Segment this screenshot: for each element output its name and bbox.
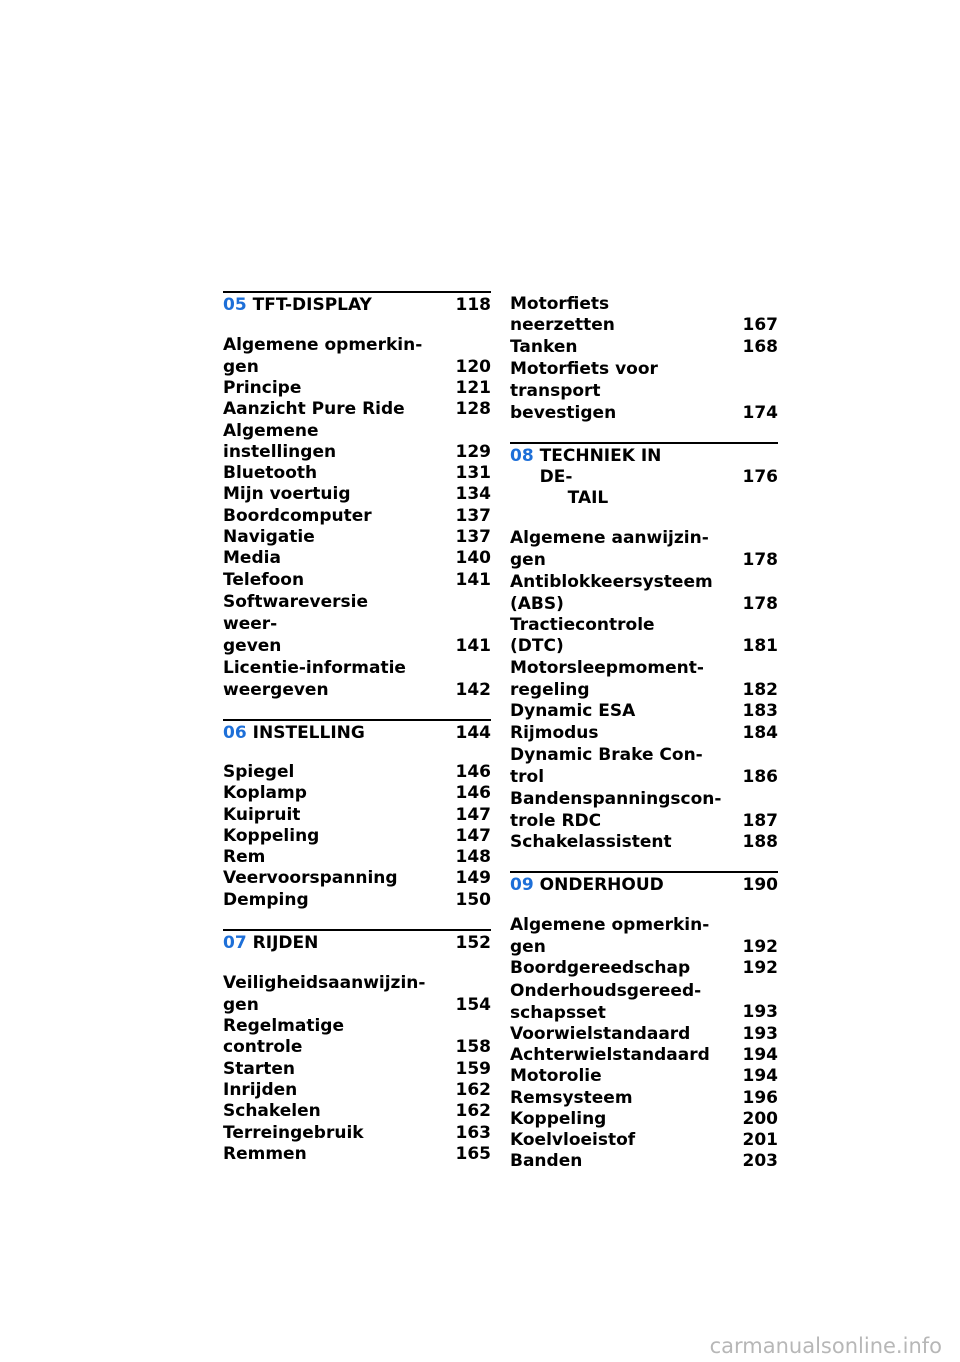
toc-entry-page: 181 xyxy=(742,636,778,657)
toc-entry-label: Tanken xyxy=(510,336,578,357)
toc-entry[interactable] xyxy=(510,914,778,958)
toc-entry-label: Koppeling xyxy=(223,825,320,846)
toc-entry-label: Motorfiets neerzetten xyxy=(510,294,615,336)
toc-entry-label: Media xyxy=(223,548,281,569)
toc-entry-label: Mijn voertuig xyxy=(223,484,351,505)
toc-entry[interactable] xyxy=(223,463,491,484)
toc-entry-page: 178 xyxy=(742,549,778,570)
toc-entry[interactable] xyxy=(223,591,491,657)
toc-entry-page: 128 xyxy=(455,399,491,420)
toc-left-column xyxy=(223,291,491,1183)
section-divider xyxy=(223,291,491,293)
toc-entry-page: 120 xyxy=(455,356,491,377)
toc-entry[interactable] xyxy=(510,615,778,658)
toc-entry-page: 174 xyxy=(742,402,778,423)
toc-entry-label: Remmen xyxy=(223,1143,307,1164)
toc-entry-label: Antiblokkeersysteem (ABS) xyxy=(510,571,713,614)
section-number: 05 xyxy=(223,295,247,315)
toc-entry[interactable] xyxy=(510,1151,778,1172)
toc-entry-label: Koplamp xyxy=(223,783,307,804)
toc-entry-label: Rem xyxy=(223,847,266,868)
toc-entry-page: 134 xyxy=(455,484,491,505)
toc-entry[interactable] xyxy=(223,890,491,911)
toc-entry-label: Remsysteem xyxy=(510,1087,633,1108)
toc-section xyxy=(510,871,778,1172)
toc-entry-page: 146 xyxy=(455,761,491,782)
section-page: 176 xyxy=(742,466,778,487)
toc-entry-page: 141 xyxy=(455,635,491,656)
toc-entry[interactable] xyxy=(510,571,778,615)
toc-entry-page: 167 xyxy=(742,315,778,336)
section-page: 144 xyxy=(455,722,491,743)
toc-entry[interactable] xyxy=(223,762,491,783)
toc-entry-label: Boordgereedschap xyxy=(510,958,691,979)
toc-entry[interactable] xyxy=(223,847,491,868)
toc-entry[interactable] xyxy=(510,1066,778,1087)
toc-entry[interactable] xyxy=(223,1016,491,1059)
toc-right-column xyxy=(510,291,778,1191)
toc-entry[interactable] xyxy=(223,334,491,378)
section-divider xyxy=(223,929,491,931)
toc-entry[interactable] xyxy=(510,723,778,744)
toc-entry-label: Boordcomputer xyxy=(223,505,372,526)
section-title: INSTELLING xyxy=(252,722,365,743)
toc-entry-label: Starten xyxy=(223,1058,295,1079)
toc-entry-page: 186 xyxy=(742,766,778,787)
toc-entry-label: Onderhoudsgereed- schapsset xyxy=(510,980,702,1023)
toc-entry-page: 196 xyxy=(742,1087,778,1108)
section-number: 06 xyxy=(223,722,247,743)
toc-entry[interactable] xyxy=(223,548,491,569)
toc-entry-page: 137 xyxy=(455,527,491,548)
toc-entry-page: 162 xyxy=(455,1079,491,1100)
toc-entry-page: 163 xyxy=(455,1122,491,1143)
toc-entry-label: Principe xyxy=(223,378,302,398)
section-heading[interactable] xyxy=(223,295,491,316)
toc-entry[interactable] xyxy=(223,783,491,804)
toc-entry-label: Algemene opmerkin- gen xyxy=(223,335,423,377)
toc-entry-label: Bluetooth xyxy=(223,463,318,484)
toc-entry-page: 142 xyxy=(455,679,491,700)
toc-entry-page: 178 xyxy=(742,593,778,614)
toc-entry-page: 158 xyxy=(455,1037,491,1058)
toc-entry-page: 154 xyxy=(455,994,491,1015)
toc-entry-label: Tractiecontrole (DTC) xyxy=(510,614,655,657)
toc-entry-page: 165 xyxy=(455,1143,491,1164)
toc-entry-label: Dynamic ESA xyxy=(510,701,636,722)
toc-entry[interactable] xyxy=(223,972,491,1016)
toc-entry[interactable] xyxy=(223,805,491,826)
toc-entry[interactable] xyxy=(223,527,491,548)
toc-section xyxy=(223,929,491,1165)
toc-entry-page: 162 xyxy=(455,1101,491,1122)
toc-entry-label: Motorolie xyxy=(510,1066,602,1087)
toc-entry-label: Schakelen xyxy=(223,1101,321,1122)
toc-entry[interactable] xyxy=(510,788,778,832)
toc-entry-page: 194 xyxy=(742,1044,778,1065)
continued-entries xyxy=(510,294,778,424)
toc-entry-page: 121 xyxy=(455,378,491,398)
toc-entry-label: Voorwielstandaard xyxy=(510,1023,691,1044)
toc-entry[interactable] xyxy=(510,1045,778,1066)
toc-entry[interactable] xyxy=(510,358,778,424)
toc-entry-label: Demping xyxy=(223,889,309,910)
toc-entry-label: Regelmatige controle xyxy=(223,1016,344,1058)
toc-entry-label: Kuipruit xyxy=(223,804,301,825)
toc-entry-page: 200 xyxy=(742,1108,778,1129)
toc-entry-label: Softwareversie weer- geven xyxy=(223,591,369,656)
toc-entry-label: Aanzicht Pure Ride xyxy=(223,399,405,420)
toc-section xyxy=(223,291,491,701)
toc-entry[interactable] xyxy=(223,826,491,847)
section-number: 09 xyxy=(510,875,534,896)
toc-entry-label: Navigatie xyxy=(223,527,315,548)
toc-entry[interactable] xyxy=(510,1088,778,1109)
toc-entry[interactable] xyxy=(223,1080,491,1101)
toc-entry-label: Terreingebruik xyxy=(223,1122,364,1143)
toc-entry-label: Algemene aanwijzin- gen xyxy=(510,527,709,570)
toc-section xyxy=(223,719,491,911)
toc-entry-page: 141 xyxy=(455,569,491,590)
toc-entry-page: 192 xyxy=(742,937,778,958)
toc-entry[interactable] xyxy=(223,657,491,701)
toc-entry[interactable] xyxy=(223,399,491,420)
toc-entry-page: 168 xyxy=(742,336,778,357)
section-title: RIJDEN xyxy=(252,933,319,954)
section-title-line: TAIL xyxy=(567,487,609,508)
toc-entry-label: Inrijden xyxy=(223,1079,298,1100)
toc-entry[interactable] xyxy=(510,744,778,788)
toc-entry[interactable] xyxy=(510,701,778,722)
toc-entry-label: Bandenspanningscon- trole RDC xyxy=(510,789,722,832)
toc-section xyxy=(510,442,778,853)
section-divider xyxy=(223,719,491,721)
toc-entry-label: Motorsleepmoment- regeling xyxy=(510,658,704,701)
toc-entry[interactable] xyxy=(510,657,778,701)
toc-entry-label: Algemene instellingen xyxy=(223,420,337,462)
toc-entry-page: 201 xyxy=(742,1130,778,1151)
toc-entry-page: 194 xyxy=(742,1066,778,1087)
toc-entry-page: 159 xyxy=(455,1058,491,1079)
section-title-line: TECHNIEK IN DE- xyxy=(539,445,662,487)
toc-entry-label: Koppeling xyxy=(510,1108,607,1129)
toc-entry[interactable] xyxy=(223,484,491,505)
toc-entry-label: Licentie-informatie weergeven xyxy=(223,657,406,700)
toc-entry-page: 192 xyxy=(742,958,778,979)
toc-entry[interactable] xyxy=(510,1109,778,1130)
toc-entry-label: Veervoorspanning xyxy=(223,868,398,889)
section-title xyxy=(540,446,700,509)
toc-entry-page: 129 xyxy=(455,441,491,462)
section-heading[interactable] xyxy=(510,875,778,896)
toc-entry-page: 137 xyxy=(455,505,491,526)
toc-entry[interactable] xyxy=(223,1101,491,1122)
toc-entry-label: Banden xyxy=(510,1151,583,1172)
toc-entry-label: Koelvloeistof xyxy=(510,1130,636,1151)
toc-entry-label: Spiegel xyxy=(223,761,295,782)
toc-entry[interactable] xyxy=(223,421,491,464)
section-number: 08 xyxy=(510,445,534,466)
toc-entry-page: 140 xyxy=(455,548,491,569)
section-heading[interactable] xyxy=(223,723,491,744)
toc-entry-label: Dynamic Brake Con- trol xyxy=(510,745,703,788)
toc-entry[interactable] xyxy=(510,1130,778,1151)
section-title xyxy=(540,875,700,896)
toc-entry[interactable] xyxy=(510,294,778,337)
toc-entry[interactable] xyxy=(510,980,778,1024)
section-page: 118 xyxy=(455,295,491,315)
toc-entry-page: 184 xyxy=(742,722,778,743)
toc-entry[interactable] xyxy=(223,570,491,591)
toc-entry-page: 183 xyxy=(742,701,778,722)
toc-entry-page: 150 xyxy=(455,889,491,910)
toc-entry-page: 148 xyxy=(455,847,491,868)
section-heading[interactable] xyxy=(510,446,778,509)
toc-entry[interactable] xyxy=(510,958,778,979)
section-divider xyxy=(510,442,778,444)
footer-watermark[interactable]: carmanualsonline.info xyxy=(709,1334,942,1358)
section-heading[interactable] xyxy=(223,933,491,954)
toc-entry-label: Achterwielstandaard xyxy=(510,1044,710,1065)
toc-entry-page: 193 xyxy=(742,1002,778,1023)
toc-entry-page: 146 xyxy=(455,783,491,804)
toc-entry-page: 147 xyxy=(455,804,491,825)
toc-entry[interactable] xyxy=(223,1059,491,1080)
toc-entry[interactable] xyxy=(223,868,491,889)
toc-entry[interactable] xyxy=(510,1024,778,1045)
toc-entry-label: Algemene opmerkin- gen xyxy=(510,915,710,958)
section-title: TFT-DISPLAY xyxy=(252,295,372,315)
toc-entry-label: Motorfiets voor transport bevestigen xyxy=(510,358,658,423)
toc-entry[interactable] xyxy=(510,527,778,571)
toc-entry[interactable] xyxy=(510,832,778,853)
toc-entry-page: 193 xyxy=(742,1023,778,1044)
toc-entry[interactable] xyxy=(510,337,778,358)
toc-entry-label: Veiligheidsaanwijzin- gen xyxy=(223,973,426,1016)
toc-entry-page: 131 xyxy=(455,463,491,484)
toc-entry[interactable] xyxy=(223,506,491,527)
toc-entry-page: 149 xyxy=(455,868,491,889)
toc-entry-page: 188 xyxy=(742,832,778,853)
section-divider xyxy=(510,871,778,873)
toc-entry-label: Schakelassistent xyxy=(510,832,672,853)
toc-entry[interactable] xyxy=(223,1123,491,1144)
section-number: 07 xyxy=(223,933,247,954)
toc-entry-page: 147 xyxy=(455,825,491,846)
toc-entry-label: Rijmodus xyxy=(510,722,599,743)
toc-entry-page: 187 xyxy=(742,810,778,831)
section-title-line: ONDERHOUD xyxy=(539,875,664,896)
toc-entry-label: Telefoon xyxy=(223,569,305,590)
toc-entry-page: 182 xyxy=(742,680,778,701)
toc-entry[interactable] xyxy=(223,1144,491,1165)
section-page: 190 xyxy=(742,875,778,896)
section-page: 152 xyxy=(455,933,491,954)
toc-entry[interactable] xyxy=(223,378,491,399)
toc-entry-page: 203 xyxy=(742,1151,778,1172)
